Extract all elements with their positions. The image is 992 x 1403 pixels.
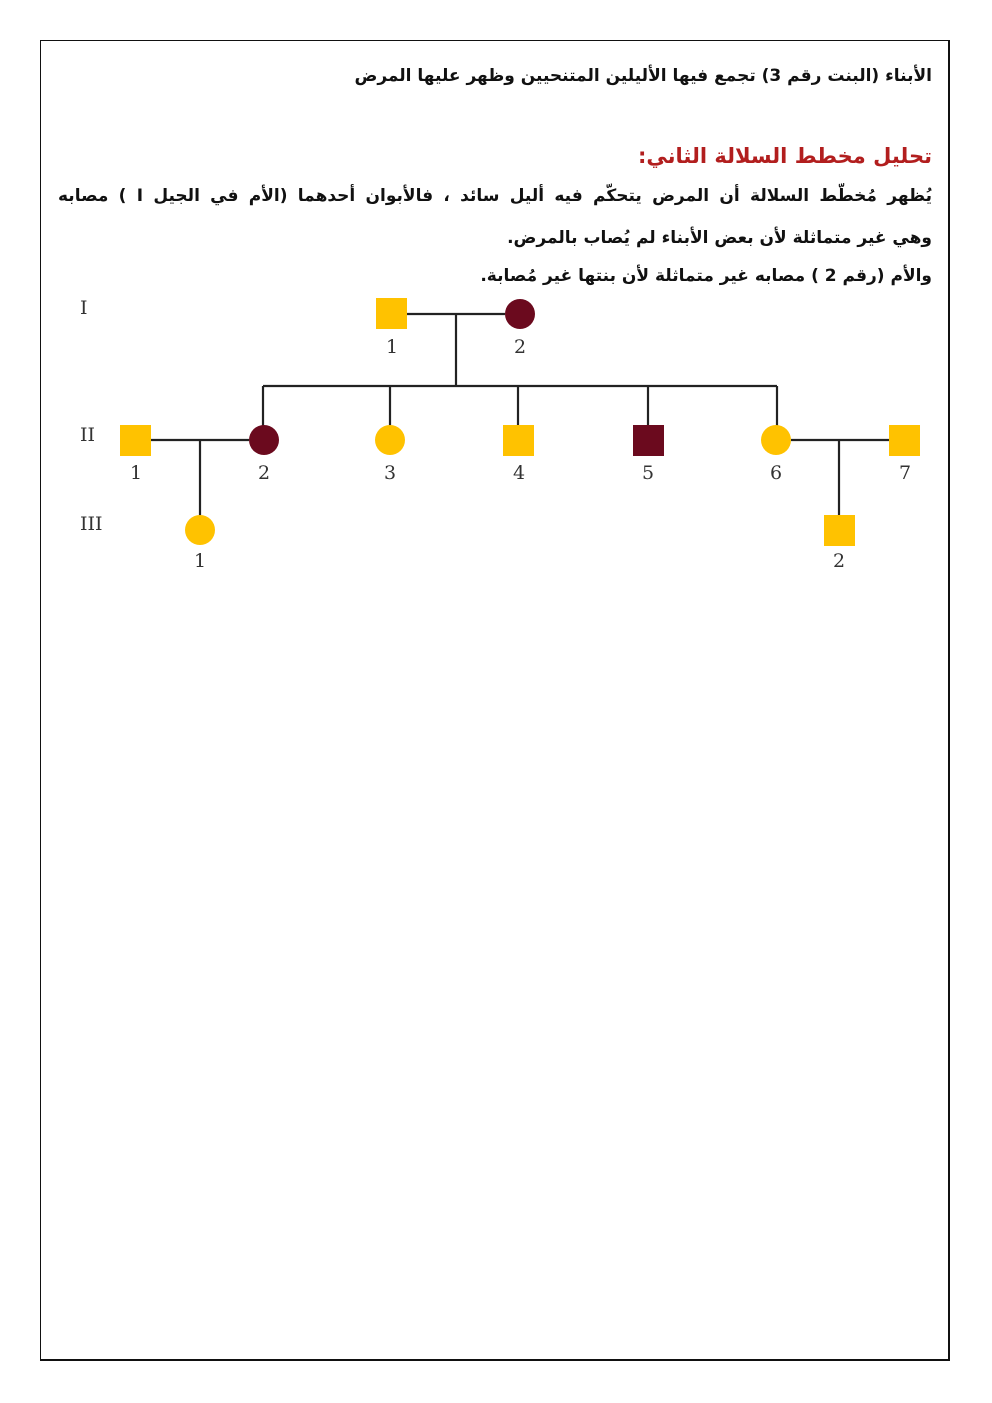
individual-II-7-number: 7 <box>898 462 912 484</box>
individual-II-7-male-symbol <box>889 425 920 456</box>
individual-II-1-male-symbol <box>120 425 151 456</box>
section-heading: تحليل مخطط السلالة الثاني: <box>637 144 932 168</box>
individual-III-1-female-symbol <box>185 515 215 545</box>
individual-II-2-number: 2 <box>257 462 271 484</box>
individual-II-6-female-symbol <box>761 425 791 455</box>
text-line-1: الأبناء (البنت رقم 3) تجمع فيها الأليلين المتنحيين وظهر عليها المرض <box>354 66 932 86</box>
individual-I-1-number: 1 <box>385 336 399 358</box>
individual-II-2-female-symbol <box>249 425 279 455</box>
individual-II-3-female-symbol <box>375 425 405 455</box>
generation-label-3: III <box>80 513 103 535</box>
individual-II-6-number: 6 <box>769 462 783 484</box>
individual-II-4-number: 4 <box>512 462 526 484</box>
individual-II-1-number: 1 <box>129 462 143 484</box>
individual-I-1-male-symbol <box>376 298 407 329</box>
pedigree-chart <box>0 0 992 600</box>
generation-label-1: I <box>80 297 88 319</box>
individual-III-2-number: 2 <box>832 550 846 572</box>
text-line-3: وهي غير متماثلة لأن بعض الأبناء لم يُصاب بالمرض. <box>507 228 932 248</box>
individual-I-2-female-symbol <box>505 299 535 329</box>
generation-label-2: II <box>80 424 96 446</box>
individual-II-5-number: 5 <box>641 462 655 484</box>
text-line-4: والأم (رقم 2 ) مصابه غير متماثلة لأن بنتها غير مُصابة. <box>480 266 932 286</box>
individual-III-1-number: 1 <box>193 550 207 572</box>
individual-III-2-male-symbol <box>824 515 855 546</box>
individual-II-3-number: 3 <box>383 462 397 484</box>
individual-II-5-male-symbol <box>633 425 664 456</box>
individual-II-4-male-symbol <box>503 425 534 456</box>
text-line-2: يُظهر مُخطّط السلالة أن المرض يتحكّم فيه أليل سائد ، فالأبوان أحدهما (الأم في الجيل I ) مصابه <box>58 186 932 206</box>
individual-I-2-number: 2 <box>513 336 527 358</box>
